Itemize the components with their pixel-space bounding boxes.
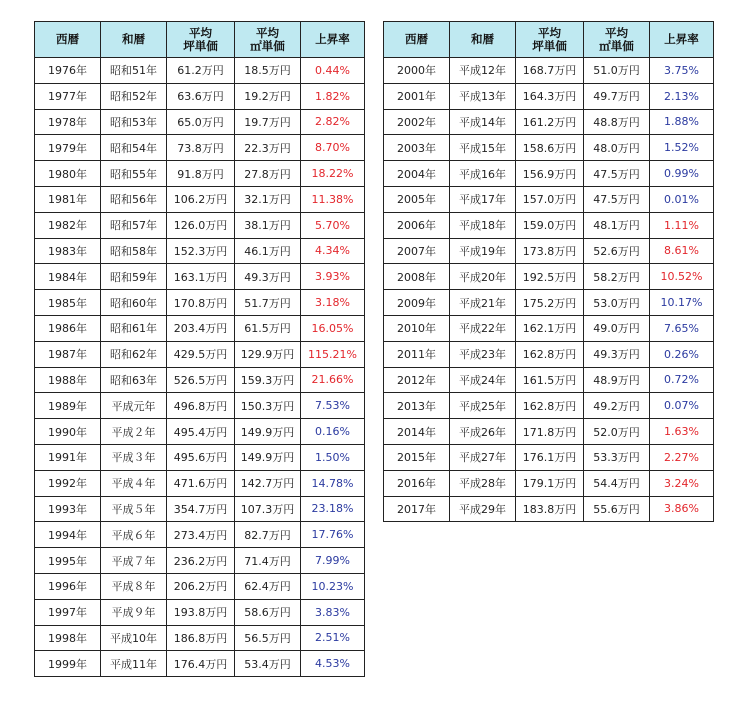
cell-rate: 1.88% <box>650 109 714 135</box>
cell-rate: 1.11% <box>650 212 714 238</box>
table-row <box>384 496 714 522</box>
cell-seireki: 1984年 <box>35 264 101 290</box>
cell-seireki: 1977年 <box>35 83 101 109</box>
cell-wareki: 平成23年 <box>450 341 516 367</box>
cell-seireki: 1976年 <box>35 58 101 84</box>
header-seireki: 西暦 <box>35 22 101 58</box>
cell-seireki: 1999年 <box>35 651 101 677</box>
cell-tsubo-price: 495.6万円 <box>167 444 235 470</box>
cell-tsubo-price: 161.5万円 <box>516 367 584 393</box>
table-row <box>35 264 365 290</box>
cell-m2-price: 49.0万円 <box>584 315 650 341</box>
cell-m2-price: 49.2万円 <box>584 393 650 419</box>
cell-rate: 3.75% <box>650 58 714 84</box>
table-row <box>384 367 714 393</box>
cell-tsubo-price: 164.3万円 <box>516 83 584 109</box>
cell-rate: 0.16% <box>301 419 365 445</box>
table-row <box>35 444 365 470</box>
cell-rate: 115.21% <box>301 341 365 367</box>
cell-seireki: 1997年 <box>35 599 101 625</box>
cell-wareki: 平成29年 <box>450 496 516 522</box>
cell-m2-price: 159.3万円 <box>235 367 301 393</box>
cell-tsubo-price: 179.1万円 <box>516 470 584 496</box>
cell-seireki: 1995年 <box>35 548 101 574</box>
cell-wareki: 平成６年 <box>101 522 167 548</box>
cell-seireki: 1980年 <box>35 161 101 187</box>
cell-wareki: 平成26年 <box>450 419 516 445</box>
cell-m2-price: 62.4万円 <box>235 573 301 599</box>
cell-tsubo-price: 354.7万円 <box>167 496 235 522</box>
cell-tsubo-price: 273.4万円 <box>167 522 235 548</box>
cell-m2-price: 51.0万円 <box>584 58 650 84</box>
cell-rate: 2.51% <box>301 625 365 651</box>
cell-m2-price: 56.5万円 <box>235 625 301 651</box>
table-row <box>35 625 365 651</box>
cell-tsubo-price: 162.8万円 <box>516 393 584 419</box>
cell-tsubo-price: 495.4万円 <box>167 419 235 445</box>
price-table-left <box>34 21 365 677</box>
cell-seireki: 2016年 <box>384 470 450 496</box>
cell-rate: 0.01% <box>650 186 714 212</box>
cell-wareki: 平成２年 <box>101 419 167 445</box>
cell-seireki: 2012年 <box>384 367 450 393</box>
cell-tsubo-price: 63.6万円 <box>167 83 235 109</box>
cell-m2-price: 49.3万円 <box>235 264 301 290</box>
table-row <box>384 161 714 187</box>
table-row <box>35 651 365 677</box>
cell-wareki: 平成９年 <box>101 599 167 625</box>
cell-rate: 23.18% <box>301 496 365 522</box>
cell-seireki: 1998年 <box>35 625 101 651</box>
cell-wareki: 平成４年 <box>101 470 167 496</box>
cell-rate: 3.93% <box>301 264 365 290</box>
table-row <box>384 58 714 84</box>
cell-tsubo-price: 206.2万円 <box>167 573 235 599</box>
table-row <box>35 496 365 522</box>
table-row <box>35 83 365 109</box>
table-row <box>384 109 714 135</box>
cell-rate: 2.27% <box>650 444 714 470</box>
table-row <box>384 135 714 161</box>
cell-seireki: 1994年 <box>35 522 101 548</box>
price-table-right <box>383 21 714 522</box>
cell-wareki: 平成17年 <box>450 186 516 212</box>
cell-wareki: 平成25年 <box>450 393 516 419</box>
table-row <box>35 238 365 264</box>
cell-tsubo-price: 61.2万円 <box>167 58 235 84</box>
cell-tsubo-price: 186.8万円 <box>167 625 235 651</box>
cell-m2-price: 52.0万円 <box>584 419 650 445</box>
cell-m2-price: 149.9万円 <box>235 444 301 470</box>
cell-wareki: 昭和51年 <box>101 58 167 84</box>
cell-seireki: 2006年 <box>384 212 450 238</box>
cell-rate: 10.23% <box>301 573 365 599</box>
cell-seireki: 1983年 <box>35 238 101 264</box>
cell-rate: 1.63% <box>650 419 714 445</box>
table-row <box>384 290 714 316</box>
cell-wareki: 昭和54年 <box>101 135 167 161</box>
cell-wareki: 平成12年 <box>450 58 516 84</box>
table-row <box>384 186 714 212</box>
cell-wareki: 平成10年 <box>101 625 167 651</box>
header-m2-price: 平均 ㎡単価 <box>235 22 301 58</box>
cell-tsubo-price: 156.9万円 <box>516 161 584 187</box>
cell-tsubo-price: 106.2万円 <box>167 186 235 212</box>
cell-rate: 3.86% <box>650 496 714 522</box>
cell-m2-price: 48.9万円 <box>584 367 650 393</box>
cell-seireki: 2014年 <box>384 419 450 445</box>
cell-seireki: 1981年 <box>35 186 101 212</box>
cell-seireki: 2005年 <box>384 186 450 212</box>
cell-wareki: 平成22年 <box>450 315 516 341</box>
cell-m2-price: 48.1万円 <box>584 212 650 238</box>
table-row <box>35 548 365 574</box>
cell-rate: 8.70% <box>301 135 365 161</box>
cell-rate: 0.99% <box>650 161 714 187</box>
cell-m2-price: 142.7万円 <box>235 470 301 496</box>
cell-m2-price: 19.2万円 <box>235 83 301 109</box>
cell-rate: 3.24% <box>650 470 714 496</box>
table-row <box>35 135 365 161</box>
table-row <box>35 573 365 599</box>
cell-m2-price: 32.1万円 <box>235 186 301 212</box>
cell-tsubo-price: 91.8万円 <box>167 161 235 187</box>
table-row <box>384 83 714 109</box>
cell-m2-price: 18.5万円 <box>235 58 301 84</box>
cell-tsubo-price: 161.2万円 <box>516 109 584 135</box>
cell-wareki: 平成28年 <box>450 470 516 496</box>
cell-m2-price: 47.5万円 <box>584 161 650 187</box>
table-row <box>35 522 365 548</box>
cell-wareki: 平成24年 <box>450 367 516 393</box>
table-row <box>35 470 365 496</box>
cell-rate: 3.18% <box>301 290 365 316</box>
cell-seireki: 1993年 <box>35 496 101 522</box>
cell-m2-price: 53.3万円 <box>584 444 650 470</box>
table-row <box>384 341 714 367</box>
cell-m2-price: 107.3万円 <box>235 496 301 522</box>
cell-seireki: 1992年 <box>35 470 101 496</box>
cell-rate: 16.05% <box>301 315 365 341</box>
cell-rate: 7.53% <box>301 393 365 419</box>
cell-m2-price: 61.5万円 <box>235 315 301 341</box>
cell-m2-price: 38.1万円 <box>235 212 301 238</box>
cell-rate: 17.76% <box>301 522 365 548</box>
header-wareki: 和暦 <box>101 22 167 58</box>
table-row <box>384 315 714 341</box>
table-row <box>35 212 365 238</box>
table-row <box>35 393 365 419</box>
cell-rate: 0.72% <box>650 367 714 393</box>
table-row <box>35 58 365 84</box>
cell-tsubo-price: 126.0万円 <box>167 212 235 238</box>
cell-wareki: 昭和59年 <box>101 264 167 290</box>
table-row <box>384 212 714 238</box>
cell-m2-price: 52.6万円 <box>584 238 650 264</box>
cell-seireki: 1978年 <box>35 109 101 135</box>
cell-wareki: 平成20年 <box>450 264 516 290</box>
cell-seireki: 2015年 <box>384 444 450 470</box>
cell-wareki: 昭和61年 <box>101 315 167 341</box>
cell-seireki: 2000年 <box>384 58 450 84</box>
cell-wareki: 平成３年 <box>101 444 167 470</box>
cell-seireki: 1996年 <box>35 573 101 599</box>
cell-rate: 2.13% <box>650 83 714 109</box>
header-m2-price: 平均 ㎡単価 <box>584 22 650 58</box>
cell-tsubo-price: 176.1万円 <box>516 444 584 470</box>
cell-seireki: 1991年 <box>35 444 101 470</box>
cell-tsubo-price: 193.8万円 <box>167 599 235 625</box>
cell-tsubo-price: 496.8万円 <box>167 393 235 419</box>
table-row <box>35 161 365 187</box>
cell-tsubo-price: 171.8万円 <box>516 419 584 445</box>
header-tsubo-price: 平均 坪単価 <box>167 22 235 58</box>
cell-tsubo-price: 163.1万円 <box>167 264 235 290</box>
cell-wareki: 平成５年 <box>101 496 167 522</box>
cell-seireki: 2003年 <box>384 135 450 161</box>
header-wareki: 和暦 <box>450 22 516 58</box>
cell-rate: 14.78% <box>301 470 365 496</box>
cell-seireki: 2007年 <box>384 238 450 264</box>
table-body <box>384 58 714 522</box>
cell-m2-price: 46.1万円 <box>235 238 301 264</box>
cell-wareki: 平成27年 <box>450 444 516 470</box>
cell-tsubo-price: 157.0万円 <box>516 186 584 212</box>
cell-tsubo-price: 236.2万円 <box>167 548 235 574</box>
cell-seireki: 2009年 <box>384 290 450 316</box>
table-row <box>35 599 365 625</box>
cell-tsubo-price: 65.0万円 <box>167 109 235 135</box>
cell-m2-price: 48.8万円 <box>584 109 650 135</box>
cell-m2-price: 58.2万円 <box>584 264 650 290</box>
header-rate: 上昇率 <box>301 22 365 58</box>
cell-seireki: 2010年 <box>384 315 450 341</box>
table-row <box>384 238 714 264</box>
cell-wareki: 昭和57年 <box>101 212 167 238</box>
cell-tsubo-price: 526.5万円 <box>167 367 235 393</box>
cell-m2-price: 54.4万円 <box>584 470 650 496</box>
cell-seireki: 2017年 <box>384 496 450 522</box>
cell-wareki: 昭和62年 <box>101 341 167 367</box>
cell-seireki: 1990年 <box>35 419 101 445</box>
cell-tsubo-price: 170.8万円 <box>167 290 235 316</box>
cell-seireki: 1982年 <box>35 212 101 238</box>
cell-seireki: 2008年 <box>384 264 450 290</box>
cell-tsubo-price: 175.2万円 <box>516 290 584 316</box>
table-row <box>384 444 714 470</box>
cell-wareki: 昭和56年 <box>101 186 167 212</box>
cell-tsubo-price: 159.0万円 <box>516 212 584 238</box>
cell-tsubo-price: 192.5万円 <box>516 264 584 290</box>
cell-rate: 8.61% <box>650 238 714 264</box>
header-tsubo-price: 平均 坪単価 <box>516 22 584 58</box>
cell-tsubo-price: 158.6万円 <box>516 135 584 161</box>
cell-wareki: 平成16年 <box>450 161 516 187</box>
table-header <box>384 22 714 58</box>
cell-rate: 1.82% <box>301 83 365 109</box>
cell-rate: 21.66% <box>301 367 365 393</box>
cell-rate: 4.53% <box>301 651 365 677</box>
cell-wareki: 平成14年 <box>450 109 516 135</box>
cell-seireki: 1989年 <box>35 393 101 419</box>
table-row <box>35 341 365 367</box>
header-seireki: 西暦 <box>384 22 450 58</box>
cell-tsubo-price: 173.8万円 <box>516 238 584 264</box>
cell-wareki: 昭和55年 <box>101 161 167 187</box>
cell-rate: 7.99% <box>301 548 365 574</box>
table-row <box>35 367 365 393</box>
cell-rate: 10.52% <box>650 264 714 290</box>
cell-rate: 1.50% <box>301 444 365 470</box>
cell-tsubo-price: 152.3万円 <box>167 238 235 264</box>
table-row <box>384 470 714 496</box>
cell-seireki: 1988年 <box>35 367 101 393</box>
cell-m2-price: 149.9万円 <box>235 419 301 445</box>
table-row <box>35 419 365 445</box>
header-rate: 上昇率 <box>650 22 714 58</box>
cell-tsubo-price: 471.6万円 <box>167 470 235 496</box>
cell-wareki: 平成元年 <box>101 393 167 419</box>
cell-m2-price: 27.8万円 <box>235 161 301 187</box>
cell-wareki: 平成11年 <box>101 651 167 677</box>
cell-wareki: 昭和53年 <box>101 109 167 135</box>
cell-rate: 10.17% <box>650 290 714 316</box>
cell-tsubo-price: 162.1万円 <box>516 315 584 341</box>
cell-seireki: 1986年 <box>35 315 101 341</box>
cell-m2-price: 53.4万円 <box>235 651 301 677</box>
cell-m2-price: 49.3万円 <box>584 341 650 367</box>
cell-wareki: 昭和58年 <box>101 238 167 264</box>
table-row <box>35 290 365 316</box>
cell-rate: 5.70% <box>301 212 365 238</box>
cell-tsubo-price: 203.4万円 <box>167 315 235 341</box>
cell-tsubo-price: 73.8万円 <box>167 135 235 161</box>
table-header <box>35 22 365 58</box>
cell-m2-price: 53.0万円 <box>584 290 650 316</box>
cell-m2-price: 47.5万円 <box>584 186 650 212</box>
table-row <box>35 186 365 212</box>
cell-m2-price: 71.4万円 <box>235 548 301 574</box>
cell-wareki: 昭和63年 <box>101 367 167 393</box>
cell-tsubo-price: 176.4万円 <box>167 651 235 677</box>
table-body <box>35 58 365 677</box>
cell-seireki: 2001年 <box>384 83 450 109</box>
table-row <box>384 264 714 290</box>
cell-rate: 3.83% <box>301 599 365 625</box>
cell-rate: 2.82% <box>301 109 365 135</box>
cell-rate: 0.26% <box>650 341 714 367</box>
cell-seireki: 1987年 <box>35 341 101 367</box>
cell-wareki: 平成８年 <box>101 573 167 599</box>
cell-rate: 18.22% <box>301 161 365 187</box>
cell-rate: 0.07% <box>650 393 714 419</box>
cell-rate: 11.38% <box>301 186 365 212</box>
cell-wareki: 平成19年 <box>450 238 516 264</box>
cell-m2-price: 49.7万円 <box>584 83 650 109</box>
cell-wareki: 平成７年 <box>101 548 167 574</box>
cell-wareki: 平成21年 <box>450 290 516 316</box>
cell-rate: 0.44% <box>301 58 365 84</box>
cell-tsubo-price: 168.7万円 <box>516 58 584 84</box>
cell-m2-price: 82.7万円 <box>235 522 301 548</box>
cell-rate: 4.34% <box>301 238 365 264</box>
cell-m2-price: 129.9万円 <box>235 341 301 367</box>
cell-m2-price: 48.0万円 <box>584 135 650 161</box>
cell-m2-price: 19.7万円 <box>235 109 301 135</box>
cell-seireki: 2002年 <box>384 109 450 135</box>
cell-m2-price: 58.6万円 <box>235 599 301 625</box>
cell-seireki: 2013年 <box>384 393 450 419</box>
cell-wareki: 平成13年 <box>450 83 516 109</box>
cell-wareki: 昭和60年 <box>101 290 167 316</box>
table-row <box>35 315 365 341</box>
table-row <box>35 109 365 135</box>
cell-seireki: 2011年 <box>384 341 450 367</box>
cell-m2-price: 55.6万円 <box>584 496 650 522</box>
cell-seireki: 2004年 <box>384 161 450 187</box>
cell-rate: 1.52% <box>650 135 714 161</box>
cell-m2-price: 22.3万円 <box>235 135 301 161</box>
cell-wareki: 昭和52年 <box>101 83 167 109</box>
cell-seireki: 1979年 <box>35 135 101 161</box>
cell-tsubo-price: 162.8万円 <box>516 341 584 367</box>
cell-wareki: 平成15年 <box>450 135 516 161</box>
table-row <box>384 393 714 419</box>
cell-m2-price: 150.3万円 <box>235 393 301 419</box>
cell-tsubo-price: 183.8万円 <box>516 496 584 522</box>
cell-rate: 7.65% <box>650 315 714 341</box>
cell-seireki: 1985年 <box>35 290 101 316</box>
cell-wareki: 平成18年 <box>450 212 516 238</box>
table-row <box>384 419 714 445</box>
cell-m2-price: 51.7万円 <box>235 290 301 316</box>
cell-tsubo-price: 429.5万円 <box>167 341 235 367</box>
